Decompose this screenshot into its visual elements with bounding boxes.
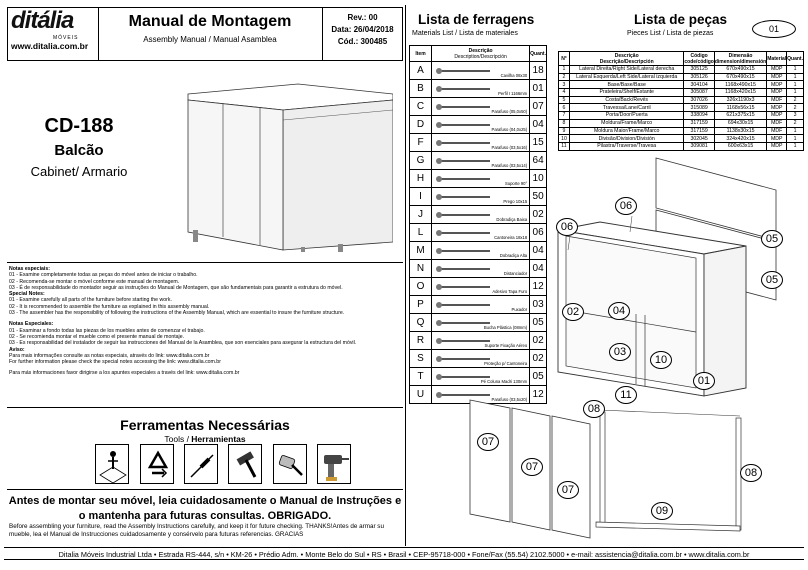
callout-bubble: 06 <box>615 197 637 215</box>
hardware-item-desc <box>432 134 530 152</box>
col-header: Item <box>410 46 432 62</box>
hardware-item-qty: 02 <box>530 206 547 224</box>
parts-cell-n: 10 <box>559 135 570 143</box>
product-code: CD-188 <box>44 115 114 137</box>
parts-cell-desc: Lateral Esquerda/Left Side/Lateral izquierda <box>570 73 684 81</box>
hardware-item-label: Dobradiça Baixa <box>496 217 528 222</box>
hardware-item-qty: 04 <box>530 242 547 260</box>
parts-cell-code: 317159 <box>684 127 714 135</box>
parts-table <box>558 51 804 151</box>
hardware-item-label: Suporte 90° <box>504 181 528 186</box>
hardware-item-code: U <box>410 386 432 404</box>
notes-heading: Notas especiais: <box>9 266 50 272</box>
footer: Ditalia Móveis Industrial Ltda • Estrada RS-444, s/n • KM-26 • Prédio Adm. • Monte Belo do Sul • RS • Brasil • CEP-95718-000 • Fone/Fax (55.54) 2102.5000 • e-mail: assistencia@ditalia.com.br • www.ditalia.com.br <box>4 547 804 560</box>
note-line: 03 - The assembler has the responsibility of following the instructions of the Assembly Manual, which are essential to insure the furniture structure. <box>9 310 345 317</box>
note-line: For further information please check the special notes accessing the link: www.ditalia.com.br <box>9 359 221 366</box>
parts-cell-dim: 670x490x15 <box>714 66 766 74</box>
parts-cell-qty: 1 <box>787 73 804 81</box>
website: www.ditalia.com.br <box>11 41 89 51</box>
callout-bubble: 07 <box>477 433 499 451</box>
parts-cell-desc: Costa/Back/Revés <box>570 96 684 104</box>
parts-row <box>559 73 804 81</box>
parts-cell-code: 305126 <box>684 73 714 81</box>
parts-cell-mat: MDF <box>767 119 787 127</box>
parts-cell-dim: 1168x56x15 <box>714 104 766 112</box>
hardware-item-qty: 18 <box>530 62 547 80</box>
parts-cell-mat: MDP <box>767 135 787 143</box>
assembly-area-icon <box>95 444 129 484</box>
hardware-item-qty: 01 <box>530 80 547 98</box>
hardware-item-label: Prego 10x15 <box>503 199 528 204</box>
hammer-icon <box>228 444 262 484</box>
hardware-item-label: Parafuso (03,5x14) <box>491 163 528 168</box>
parts-cell-dim: 670x490x15 <box>714 73 766 81</box>
parts-cell-dim: 621x375x15 <box>714 112 766 120</box>
callout-bubble: 09 <box>651 502 673 520</box>
hardware-item-icon <box>435 81 495 97</box>
hardware-item-code: L <box>410 224 432 242</box>
tools-subtitle <box>7 434 403 444</box>
warning-message <box>7 494 403 524</box>
hardware-item-label: Suporte Fixação Aéreo <box>484 343 528 348</box>
parts-title: Lista de peças <box>634 12 728 27</box>
hardware-item-label: Cavilha 08x30 <box>500 73 528 78</box>
tools-subtitle-b: Herramientas <box>191 434 246 444</box>
col-header-code: Código <box>690 52 708 59</box>
hardware-item-label: Parafuso (05,0x50) <box>491 109 528 114</box>
parts-cell-n: 1 <box>559 66 570 74</box>
parts-cell-n: 11 <box>559 142 570 150</box>
hardware-item-code: C <box>410 98 432 116</box>
parts-cell-code: 305125 <box>684 66 714 74</box>
parts-cell-dim: 694x30x15 <box>714 119 766 127</box>
logo-subtext: MÓVEIS <box>53 35 79 41</box>
col-header: Quant. <box>787 52 804 66</box>
hardware-item-code: B <box>410 80 432 98</box>
parts-cell-dim: 1168x490x15 <box>714 81 766 89</box>
mallet-icon <box>273 444 307 484</box>
col-header-desc-alt: Description/Descripción <box>454 53 507 60</box>
hardware-item-qty: 05 <box>530 314 547 332</box>
hardware-item-label: Bucha Plástica (08mm) <box>483 325 528 330</box>
parts-cell-desc: Pilastra/Traverse/Travesa <box>570 142 684 150</box>
hardware-item-label: Puxador <box>511 307 528 312</box>
doc-code: Cód.: 300485 <box>337 37 388 46</box>
logo-text: ditália <box>11 7 74 34</box>
parts-cell-code: 317159 <box>684 119 714 127</box>
hardware-item-qty: 02 <box>530 332 547 350</box>
hardware-item-code: Q <box>410 314 432 332</box>
hardware-item-icon <box>435 99 495 115</box>
note-line: 02 - Se recomienda montar el mueble como el presente manual de montaje. <box>9 333 185 340</box>
col-header <box>570 52 684 66</box>
recycle-icon <box>140 444 174 484</box>
parts-cell-desc: Moldura/Frame/Marco <box>570 119 684 127</box>
hardware-item-label: Proteção p/ Cantoneira <box>484 361 528 366</box>
hardware-item-icon <box>435 117 495 133</box>
parts-cell-code: 302045 <box>684 135 714 143</box>
hardware-item-label: Dobradiça Alta <box>499 253 528 258</box>
hardware-row <box>410 62 547 80</box>
hardware-item-qty: 64 <box>530 152 547 170</box>
hardware-item-code: J <box>410 206 432 224</box>
hardware-item-code: F <box>410 134 432 152</box>
tools-title: Ferramentas Necessárias <box>120 417 290 433</box>
parts-cell-mat: MDP <box>767 112 787 120</box>
parts-cell-mat: MDP <box>767 66 787 74</box>
note-line: Para más informaciones favor dirigirse a los apuntes especiales a través del link: www.ditalia.com.br <box>9 370 240 377</box>
notes-heading: Notas Especiales: <box>9 321 54 328</box>
col-header: N° <box>559 52 570 66</box>
parts-cell-mat: MDF <box>767 127 787 135</box>
page-title: Manual de Montagem <box>128 13 292 30</box>
hardware-item-qty: 04 <box>530 116 547 134</box>
col-header <box>714 52 766 66</box>
column-divider <box>405 5 406 546</box>
hardware-item-label: Parafuso (03,5x20) <box>491 397 528 402</box>
hardware-item-qty: 02 <box>530 350 547 368</box>
col-header: Quant. <box>530 46 547 62</box>
parts-cell-qty: 1 <box>787 81 804 89</box>
notes-section <box>9 266 399 377</box>
hardware-row <box>410 134 547 152</box>
parts-cell-dim: 1168x420x15 <box>714 89 766 97</box>
parts-cell-qty: 2 <box>787 96 804 104</box>
note-line: Para mais informações consulte as notas especiais, através do link: www.ditalia.com.br <box>9 352 210 359</box>
hardware-header-row <box>410 46 547 62</box>
hardware-subtitle: Materials List / Lista de materiales <box>412 30 518 37</box>
hardware-item-qty: 10 <box>530 170 547 188</box>
hardware-item-label: Parafuso (04,0x25) <box>491 127 528 132</box>
col-header <box>432 46 530 62</box>
parts-cell-mat: MDP <box>767 89 787 97</box>
page-number: 01 <box>752 20 796 38</box>
callout-bubble: 05 <box>761 230 783 248</box>
callout-bubble: 11 <box>615 386 637 404</box>
product-name: Balcão <box>54 142 104 159</box>
parts-cell-qty: 1 <box>787 89 804 97</box>
parts-cell-code: 305087 <box>684 89 714 97</box>
col-header-dim-alt: dimension/dimensión <box>714 58 767 65</box>
parts-header-row <box>559 52 804 66</box>
note-line: 01 - Examine completamente todas as peças do móvel antes de iniciar o trabalho. <box>9 272 198 279</box>
parts-cell-desc: Base/Base/Base <box>570 81 684 89</box>
hardware-title: Lista de ferragens <box>418 12 535 27</box>
callout-bubble: 05 <box>761 271 783 289</box>
parts-cell-qty: 2 <box>787 119 804 127</box>
tools-subtitle-a: Tools / <box>164 434 192 444</box>
parts-cell-desc: Travessa/Lane/Carril <box>570 104 684 112</box>
callout-bubble: 06 <box>556 218 578 236</box>
parts-cell-dim: 600x63x15 <box>714 142 766 150</box>
parts-cell-qty: 1 <box>787 135 804 143</box>
hardware-item-icon <box>435 135 495 151</box>
note-line: 02 - Recomenda-se montar o móvel conforme este manual de montagem. <box>9 278 180 285</box>
cabinet-illustration <box>183 82 393 252</box>
parts-cell-mat: MDP <box>767 104 787 112</box>
parts-cell-code: 309081 <box>684 142 714 150</box>
parts-cell-desc: Porta/Door/Puerta <box>570 112 684 120</box>
parts-cell-desc: Lateral Direita/Right Side/Lateral derecha <box>570 66 684 74</box>
callout-bubble: 03 <box>609 343 631 361</box>
hardware-item-code: R <box>410 332 432 350</box>
hardware-item-qty: 04 <box>530 260 547 278</box>
col-header: Material <box>767 52 787 66</box>
parts-cell-mat: MDP <box>767 81 787 89</box>
parts-cell-qty: 3 <box>787 112 804 120</box>
hardware-item-qty: 07 <box>530 98 547 116</box>
note-line: 02 - It is recommended to assemble the furniture as explained in this assembly manual. <box>9 303 210 310</box>
hardware-item-code: A <box>410 62 432 80</box>
hardware-item-code: D <box>410 116 432 134</box>
hardware-item-qty: 05 <box>530 368 547 386</box>
callout-bubble: 02 <box>562 303 584 321</box>
callout-bubble: 07 <box>557 481 579 499</box>
warning-line: o mantenha para futuras consultas. OBRIGADO. <box>78 510 332 522</box>
parts-cell-code: 338094 <box>684 112 714 120</box>
hardware-item-code: G <box>410 152 432 170</box>
date: Data: 26/04/2018 <box>331 25 394 34</box>
parts-row <box>559 81 804 89</box>
hardware-item-code: P <box>410 296 432 314</box>
parts-cell-qty: 1 <box>787 66 804 74</box>
drill-icon <box>317 444 351 484</box>
hardware-item-label: Cantoneira 18x18 <box>494 235 528 240</box>
parts-cell-code: 315089 <box>684 104 714 112</box>
parts-cell-qty: 2 <box>787 104 804 112</box>
hardware-item-code: N <box>410 260 432 278</box>
parts-row <box>559 135 804 143</box>
hardware-item-code: M <box>410 242 432 260</box>
hardware-item-qty: 12 <box>530 386 547 404</box>
parts-cell-n: 6 <box>559 104 570 112</box>
parts-cell-qty: 1 <box>787 142 804 150</box>
divider <box>7 407 403 408</box>
parts-cell-n: 9 <box>559 127 570 135</box>
hardware-item-label: Perfil I 1166mm <box>498 91 528 96</box>
hardware-item-code: H <box>410 170 432 188</box>
hardware-item-label: Parafuso (03,5x16) <box>491 145 528 150</box>
parts-cell-mat: MDP <box>767 73 787 81</box>
parts-row <box>559 119 804 127</box>
parts-cell-code: 304104 <box>684 81 714 89</box>
parts-cell-desc: Prateleira/Shelf/Estante <box>570 89 684 97</box>
parts-row <box>559 104 804 112</box>
note-line: 01 - Examinar a fondo todas las piezas de los muebles antes de comenzar el trabajo. <box>9 327 205 334</box>
hardware-item-qty: 06 <box>530 224 547 242</box>
parts-cell-mat: MDF <box>767 96 787 104</box>
callout-bubble: 10 <box>650 351 672 369</box>
product-name-alt: Cabinet/ Armario <box>30 164 128 179</box>
parts-cell-n: 7 <box>559 112 570 120</box>
parts-cell-mat: MDP <box>767 142 787 150</box>
hardware-row <box>410 80 547 98</box>
hardware-row <box>410 98 547 116</box>
hardware-item-qty: 50 <box>530 188 547 206</box>
callout-bubble: 07 <box>521 458 543 476</box>
hardware-item-qty: 03 <box>530 296 547 314</box>
parts-row <box>559 96 804 104</box>
hardware-item-code: T <box>410 368 432 386</box>
hardware-item-code: O <box>410 278 432 296</box>
parts-cell-n: 8 <box>559 119 570 127</box>
col-header-code-alt: code/código <box>684 58 714 65</box>
divider <box>7 489 403 490</box>
parts-cell-qty: 1 <box>787 127 804 135</box>
hardware-item-label: Pé Coluna Madri 130mm <box>480 379 528 384</box>
hardware-item-desc <box>432 98 530 116</box>
callout-bubble: 04 <box>608 302 630 320</box>
brand-logo <box>9 9 93 59</box>
callout-bubble: 08 <box>583 400 605 418</box>
hardware-item-qty: 12 <box>530 278 547 296</box>
parts-cell-code: 307026 <box>684 96 714 104</box>
parts-cell-desc: Divisão/Division/División <box>570 135 684 143</box>
hardware-item-desc <box>432 80 530 98</box>
callout-bubble: 08 <box>740 464 762 482</box>
parts-row <box>559 142 804 150</box>
note-line: 03 - É de responsabilidade do montador seguir as instruções do Manual de Montagem, que são fundamentais para garantir a estrutura do móvel. <box>9 284 343 291</box>
hardware-item-desc <box>432 62 530 80</box>
col-header-dim: Dimensão <box>728 52 753 59</box>
notes-heading: Special Notes: <box>9 291 45 298</box>
col-header <box>684 52 714 66</box>
col-header-desc-alt: Descrição/Descripción <box>599 58 654 65</box>
parts-row <box>559 66 804 74</box>
note-line: 03 - Es responsabilidad del instalador de seguir las instrucciones del Manual de la Asamblea, que son esenciales para asegurar la estructura del móvil. <box>9 340 357 347</box>
note-line: 01 - Examine carefully all parts of the furniture before starting the work. <box>9 297 172 304</box>
parts-row <box>559 112 804 120</box>
parts-cell-dim: 324x420x15 <box>714 135 766 143</box>
parts-cell-n: 5 <box>559 96 570 104</box>
parts-row <box>559 89 804 97</box>
hardware-item-label: Adesivo Tapa Furo <box>492 289 528 294</box>
parts-subtitle: Pieces List / Lista de piezas <box>627 30 714 37</box>
divider <box>7 262 403 263</box>
revision: Rev.: 00 <box>347 13 378 22</box>
col-header-desc: Descrição <box>614 52 639 59</box>
callout-bubble: 01 <box>693 372 715 390</box>
hardware-item-desc <box>432 116 530 134</box>
hardware-row <box>410 116 547 134</box>
parts-cell-desc: Moldura Maior/Frame/Marco <box>570 127 684 135</box>
parts-cell-n: 3 <box>559 81 570 89</box>
notes-heading: Aviso: <box>9 346 25 353</box>
parts-cell-dim: 326x1190x3 <box>714 96 766 104</box>
hardware-item-code: I <box>410 188 432 206</box>
warning-line: Antes de montar seu móvel, leia cuidadosamente o Manual de Instruções e <box>8 495 402 507</box>
hardware-item-qty: 15 <box>530 134 547 152</box>
screwdriver-icon <box>184 444 218 484</box>
parts-cell-n: 2 <box>559 73 570 81</box>
col-header-desc: Descrição <box>468 47 493 54</box>
hardware-item-code: S <box>410 350 432 368</box>
hardware-item-label: Distanciador <box>503 271 528 276</box>
page-subtitle: Assembly Manual / Manual Asamblea <box>143 35 277 44</box>
hardware-item-icon <box>435 63 495 79</box>
parts-cell-dim: 1138x30x15 <box>714 127 766 135</box>
warning-detail: Before assembling your furniture, read the Assembly Instructions carefully, and keep it for future checking. THANKS!Antes de armar su mueble, lea el Manual de Instrucciones cuidadosamente y consérvelo para futuras referencias. GRACIAS <box>9 523 384 538</box>
parts-cell-n: 4 <box>559 89 570 97</box>
parts-row <box>559 127 804 135</box>
